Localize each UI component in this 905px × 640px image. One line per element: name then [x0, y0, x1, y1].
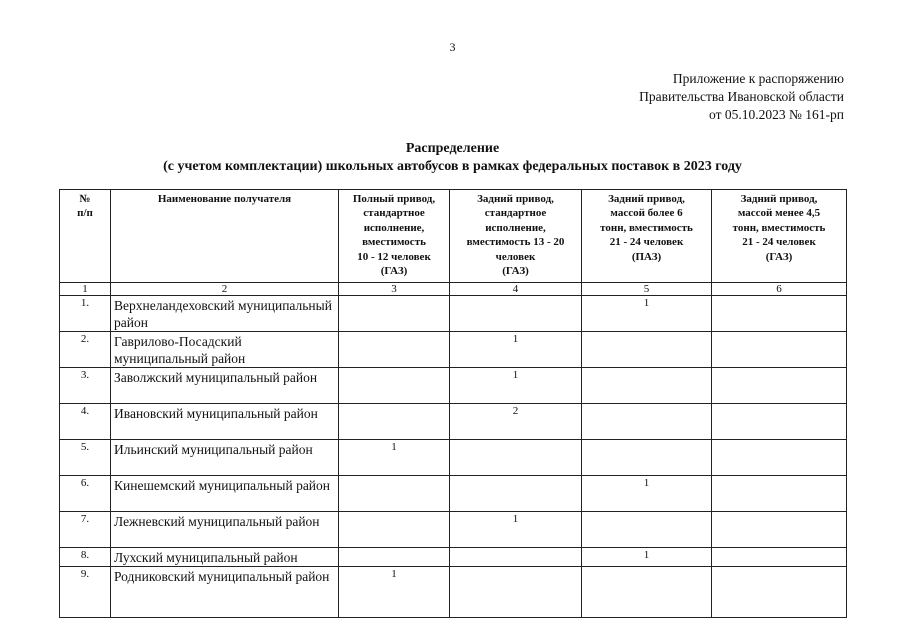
row-number: 3. [60, 368, 111, 404]
row-number: 4. [60, 404, 111, 440]
value-cell [450, 548, 582, 567]
recipient-name: Ильинский муниципальный район [111, 440, 339, 476]
column-number: 2 [111, 283, 339, 296]
value-cell [339, 476, 450, 512]
value-cell [712, 567, 847, 618]
value-cell [582, 332, 712, 368]
column-number: 1 [60, 283, 111, 296]
value-cell [339, 404, 450, 440]
page-number: 3 [449, 40, 456, 54]
row-number: 5. [60, 440, 111, 476]
table-row [60, 567, 847, 618]
header-cell: № п/п [60, 190, 111, 283]
value-cell [339, 332, 450, 368]
column-number: 6 [712, 283, 847, 296]
table-row [60, 476, 847, 512]
value-cell: 1 [582, 548, 712, 567]
recipient-name: Кинешемский муниципальный район [111, 476, 339, 512]
value-cell [450, 440, 582, 476]
value-cell [339, 512, 450, 548]
column-number: 5 [582, 283, 712, 296]
row-number: 6. [60, 476, 111, 512]
column-number-row [60, 283, 847, 296]
value-cell [712, 548, 847, 567]
recipient-name: Лухский муниципальный район [111, 548, 339, 567]
value-cell [712, 512, 847, 548]
title-line-2: (с учетом комплектации) школьных автобусов в рамках федеральных поставок в 2023 году [163, 159, 742, 174]
value-cell: 1 [339, 567, 450, 618]
title-line-1: Распределение [405, 141, 500, 156]
value-cell [339, 548, 450, 567]
value-cell: 1 [450, 332, 582, 368]
distribution-table [59, 189, 847, 618]
appendix-header [639, 70, 844, 124]
value-cell [339, 296, 450, 332]
recipient-name: Ивановский муниципальный район [111, 404, 339, 440]
value-cell: 1 [339, 440, 450, 476]
header-cell: Наименование получателя [111, 190, 339, 283]
value-cell [712, 476, 847, 512]
recipient-name: Заволжский муниципальный район [111, 368, 339, 404]
row-number: 7. [60, 512, 111, 548]
table-row [60, 368, 847, 404]
recipient-name: Верхнеландеховский муниципальный район [111, 296, 339, 332]
table-row [60, 332, 847, 368]
table-row [60, 440, 847, 476]
value-cell [712, 404, 847, 440]
header-cell: Полный привод, стандартное исполнение, вместимость 10 - 12 человек (ГАЗ) [339, 190, 450, 283]
value-cell [582, 368, 712, 404]
row-number: 1. [60, 296, 111, 332]
value-cell [582, 567, 712, 618]
value-cell: 1 [450, 368, 582, 404]
row-number: 2. [60, 332, 111, 368]
row-number: 8. [60, 548, 111, 567]
value-cell [450, 567, 582, 618]
value-cell: 1 [450, 512, 582, 548]
recipient-name: Гаврилово-Посадский муниципальный район [111, 332, 339, 368]
value-cell [450, 476, 582, 512]
value-cell: 2 [450, 404, 582, 440]
value-cell [712, 296, 847, 332]
value-cell [450, 296, 582, 332]
value-cell: 1 [582, 476, 712, 512]
value-cell [712, 332, 847, 368]
value-cell: 1 [582, 296, 712, 332]
value-cell [582, 440, 712, 476]
value-cell [712, 440, 847, 476]
value-cell [582, 404, 712, 440]
header-cell: Задний привод, стандартное исполнение, вместимость 13 - 20 человек (ГАЗ) [450, 190, 582, 283]
recipient-name: Родниковский муниципальный район [111, 567, 339, 618]
header-cell: Задний привод, массой менее 4,5 тонн, вместимость 21 - 24 человек (ГАЗ) [712, 190, 847, 283]
column-number: 3 [339, 283, 450, 296]
recipient-name: Лежневский муниципальный район [111, 512, 339, 548]
header-cell: Задний привод, массой более 6 тонн, вместимость 21 - 24 человек (ПАЗ) [582, 190, 712, 283]
table-row [60, 296, 847, 332]
value-cell [339, 368, 450, 404]
value-cell [582, 512, 712, 548]
document-title [0, 140, 905, 176]
table-row [60, 404, 847, 440]
table-row [60, 512, 847, 548]
row-number: 9. [60, 567, 111, 618]
column-number: 4 [450, 283, 582, 296]
table-row [60, 548, 847, 567]
appendix-line-3: от 05.10.2023 № 161-рп [709, 107, 844, 122]
table-header-row [60, 190, 847, 283]
appendix-line-1: Приложение к распоряжению [672, 71, 844, 86]
appendix-line-2: Правительства Ивановской области [639, 89, 844, 104]
value-cell [712, 368, 847, 404]
